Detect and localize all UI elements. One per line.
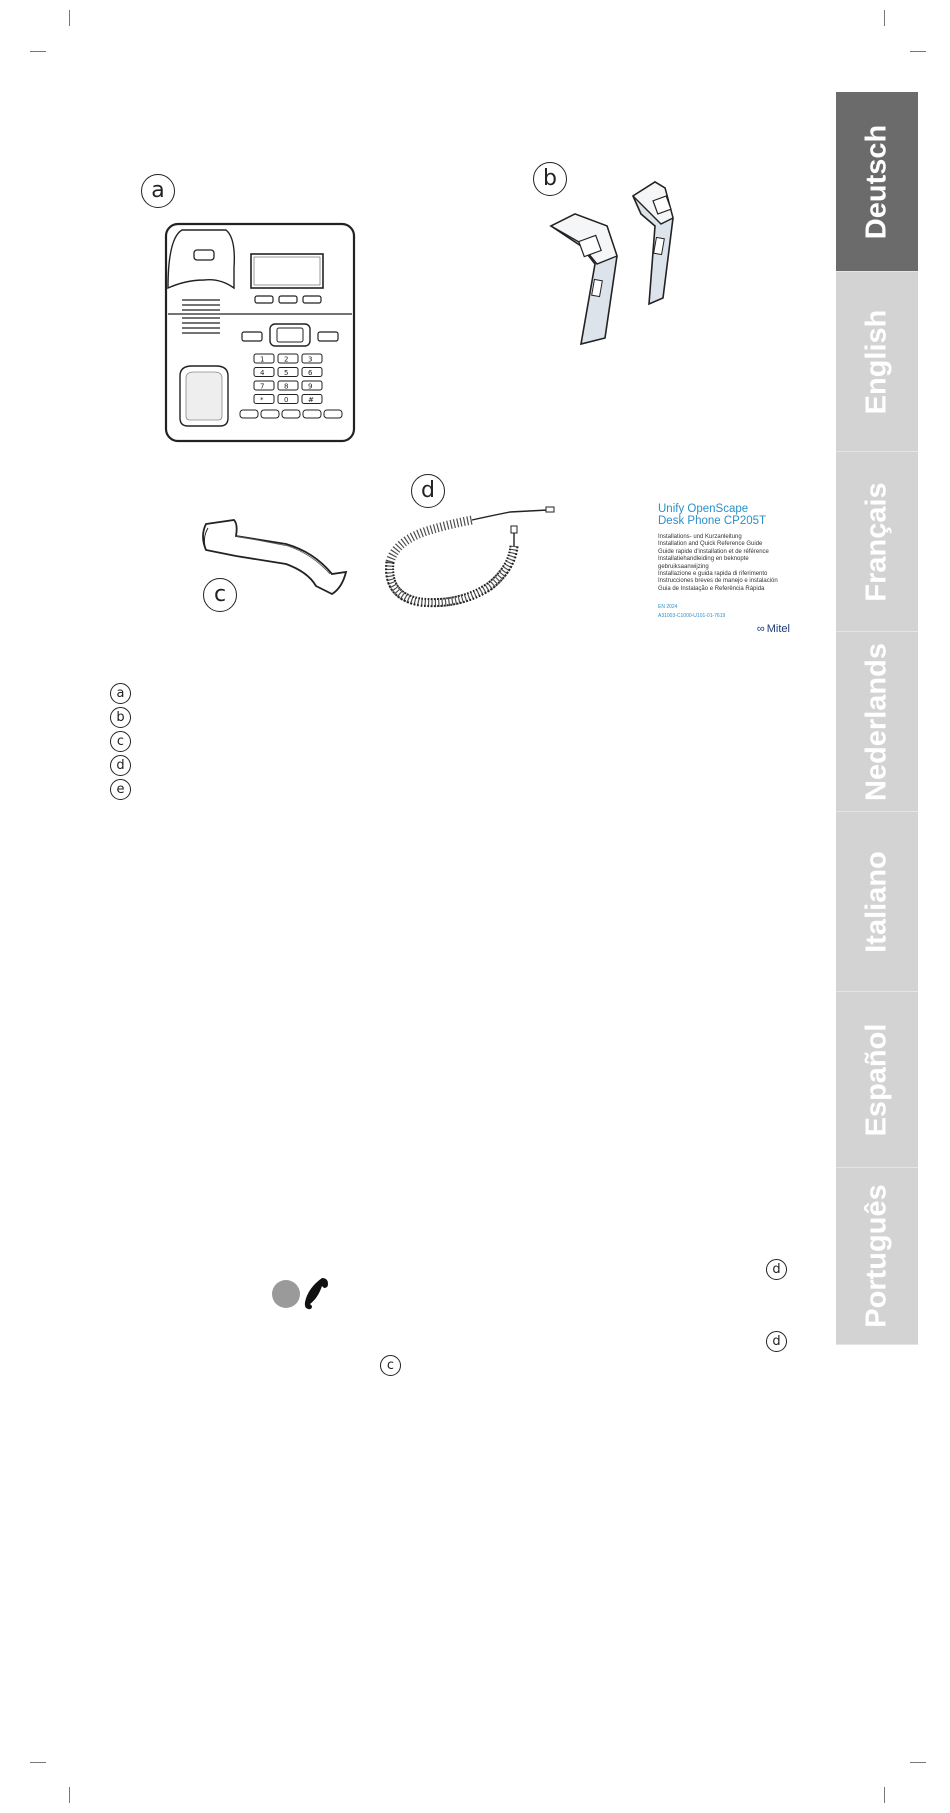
list-label-d: d	[110, 755, 131, 776]
keypad-key	[302, 368, 322, 378]
mitel-logo: ∞ Mitel	[756, 623, 790, 635]
keypad-key	[254, 395, 274, 405]
svg-text:5: 5	[284, 369, 289, 377]
inline-label-d-2: d	[766, 1331, 787, 1352]
svg-text:2: 2	[284, 355, 289, 364]
crop-mark	[69, 1787, 70, 1803]
cover-code-1: EN 2024	[658, 604, 678, 611]
tab-francais[interactable]	[836, 452, 918, 632]
keypad-key	[278, 354, 298, 364]
tab-label: Español	[860, 1023, 893, 1136]
keypad-key	[254, 368, 274, 378]
tab-label: Français	[860, 481, 893, 602]
svg-text:6: 6	[308, 369, 313, 377]
tab-portugues[interactable]	[836, 1168, 918, 1345]
svg-text:8: 8	[284, 382, 289, 391]
list-label-e: e	[110, 779, 131, 800]
label-c: c	[203, 578, 237, 612]
keypad-key	[254, 354, 274, 364]
cover-codes	[658, 603, 792, 621]
crop-mark	[910, 51, 926, 52]
cover-line: Guide rapide d'installation et de référence	[658, 548, 769, 555]
led-dot-icon	[272, 1280, 300, 1308]
desk-phone-illustration	[160, 218, 360, 445]
tab-label: Italiano	[860, 850, 893, 953]
label-b: b	[533, 162, 567, 196]
svg-text:1: 1	[260, 355, 265, 364]
svg-text:#: #	[308, 396, 314, 404]
handset-icon	[304, 1276, 330, 1310]
keypad-key	[254, 381, 274, 391]
inline-label-c: c	[380, 1355, 401, 1376]
cover-title-line1: Unify OpenScape	[658, 503, 749, 515]
cover-title-line2: Desk Phone CP205T	[658, 515, 767, 527]
list-label-a: a	[110, 683, 131, 704]
list-label-c: c	[110, 731, 131, 752]
tab-english[interactable]	[836, 272, 918, 452]
keypad-key	[302, 381, 322, 391]
cover-line: Installation and Quick Reference Guide	[658, 541, 763, 548]
cover-line: Instrucciones breves de manejo e instalación	[658, 578, 778, 585]
phone-stand-illustration	[545, 178, 715, 348]
crop-mark	[910, 1762, 926, 1763]
keypad-key	[278, 381, 298, 391]
svg-text:9: 9	[308, 382, 313, 391]
tab-deutsch[interactable]	[836, 92, 918, 272]
crop-mark	[69, 10, 70, 26]
tab-nederlands[interactable]	[836, 632, 918, 812]
cover-code-2: A31003-C1000-U101-01-7619	[658, 613, 726, 620]
crop-mark	[30, 1762, 46, 1763]
tab-label: English	[860, 309, 893, 414]
language-tab-bar	[836, 92, 918, 1345]
cover-line: Guia de Instalação e Referência Rápida	[658, 585, 765, 592]
tab-italiano[interactable]	[836, 812, 918, 992]
logo-text: Mitel	[766, 623, 790, 635]
list-label-b: b	[110, 707, 131, 728]
tab-label: Nederlands	[860, 642, 893, 801]
svg-text:3: 3	[308, 355, 313, 364]
crop-mark	[30, 51, 46, 52]
label-a: a	[141, 174, 175, 208]
keypad-key	[278, 395, 298, 405]
cover-line: Installatiehandleiding en beknopte gebruiksaanwijzing	[658, 556, 749, 570]
keypad-key	[278, 368, 298, 378]
keypad-key	[302, 395, 322, 405]
tab-label: Deutsch	[860, 124, 893, 239]
svg-text:4: 4	[260, 369, 265, 377]
cover-line: Installazione e guida rapida di riferimento	[658, 571, 768, 578]
cover-language-lines	[658, 534, 792, 593]
quick-guide-cover	[658, 503, 792, 635]
label-d: d	[411, 474, 445, 508]
keypad-key	[302, 354, 322, 364]
svg-text:*: *	[260, 396, 264, 404]
crop-mark	[884, 1787, 885, 1803]
svg-text:7: 7	[260, 382, 265, 391]
inline-label-d-1: d	[766, 1259, 787, 1280]
coiled-cord-illustration	[380, 506, 560, 610]
cover-line: Installations- und Kurzanleitung	[658, 534, 742, 540]
crop-mark	[884, 10, 885, 26]
svg-text:0: 0	[284, 396, 289, 404]
handset-illustration	[196, 514, 348, 596]
tab-espanol[interactable]	[836, 992, 918, 1168]
tab-label: Português	[860, 1184, 893, 1328]
